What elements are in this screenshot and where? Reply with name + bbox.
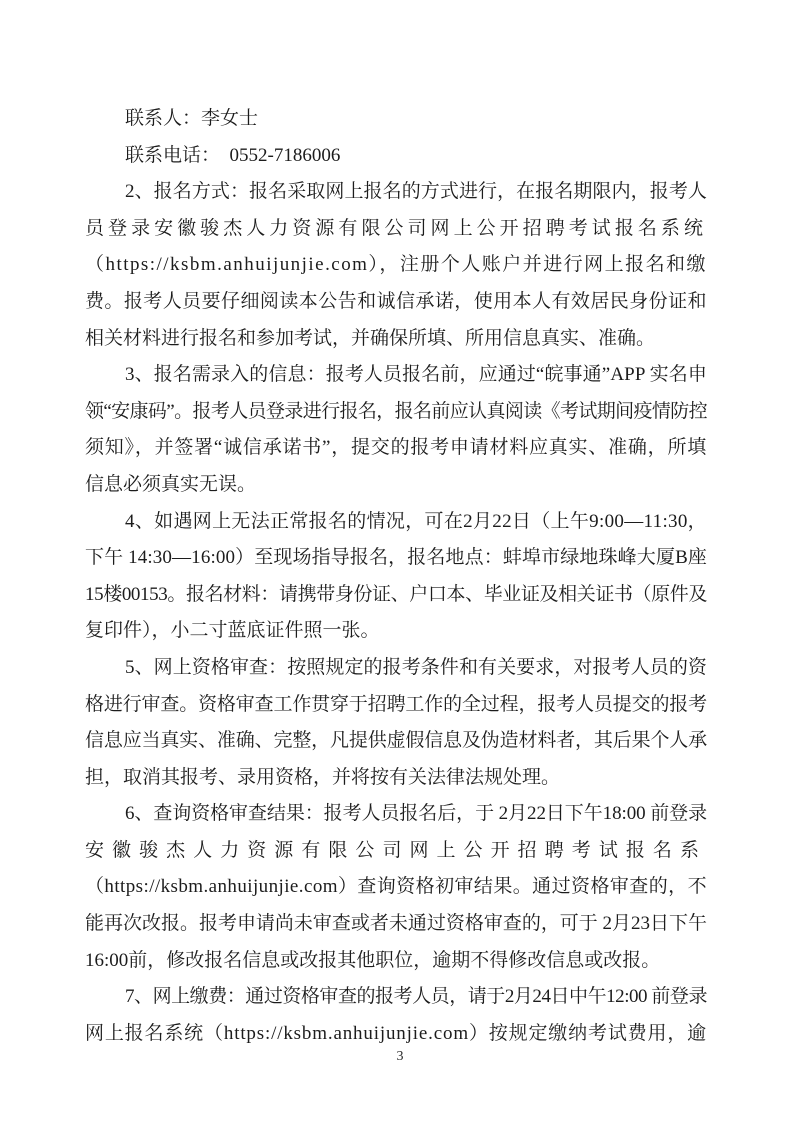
text-line-content: 格进行审查。资格审查工作贯穿于招聘工作的全过程，报考人员提交的报考 [85, 693, 707, 715]
text-line-content: 信息必须真实无误。 [85, 473, 257, 495]
text-line [85, 979, 707, 1016]
text-line-content: 安徽骏杰人力资源有限公司网上公开招聘考试报名系 [85, 839, 707, 861]
text-line [85, 906, 707, 943]
text-line [85, 138, 707, 175]
document-body [85, 101, 707, 1052]
text-line [85, 321, 707, 358]
text-line [85, 540, 707, 577]
text-line [85, 869, 707, 906]
text-line-content: 复印件），小二寸蓝底证件照一张。 [85, 620, 380, 642]
text-line-content: 6、查询资格审查结果：报考人员报名后，于 2月22日下午18:00 前登录 [125, 803, 707, 825]
text-line-content: 下午 14:30—16:00）至现场指导报名，报名地点：蚌埠市绿地珠峰大厦B座 [85, 547, 707, 569]
text-line [85, 101, 707, 138]
text-line-content: 信息应当真实、准确、完整，凡提供虚假信息及伪造材料者，其后果个人承 [85, 730, 707, 752]
text-line-content: 网上报名系统（https://ksbm.anhuijunjie.com）按规定缴纳考试费用，逾 [85, 1022, 707, 1044]
text-line [85, 504, 707, 541]
text-line [85, 394, 707, 431]
text-line [85, 577, 707, 614]
text-line-content: （https://ksbm.anhuijunjie.com），注册个人账户并进行网上报名和缴 [85, 254, 707, 276]
text-line [85, 430, 707, 467]
text-line-content: 员登录安徽骏杰人力资源有限公司网上公开招聘考试报名系统 [85, 217, 707, 239]
text-line [85, 760, 707, 797]
text-line [85, 650, 707, 687]
text-line [85, 796, 707, 833]
text-line-content: （https://ksbm.anhuijunjie.com）查询资格初审结果。通过资格审查的，不 [85, 876, 707, 898]
text-line-content: 能再次改报。报考申请尚未审查或者未通过资格审查的，可于 2月23日下午 [85, 913, 707, 935]
text-line [85, 284, 707, 321]
text-line [85, 833, 707, 870]
text-line-content: 5、网上资格审查：按照规定的报考条件和有关要求，对报考人员的资 [125, 656, 707, 678]
text-line [85, 174, 707, 211]
text-line-content: 7、网上缴费：通过资格审查的报考人员，请于2月24日中午12:00 前登录 [125, 986, 707, 1008]
text-line [85, 357, 707, 394]
text-line-content: 16:00前，修改报名信息或改报其他职位，逾期不得修改信息或改报。 [85, 949, 661, 971]
page-number: 3 [396, 1049, 404, 1064]
text-line [85, 467, 707, 504]
text-line [85, 723, 707, 760]
text-line [85, 211, 707, 248]
text-line-content: 2、报名方式：报名采取网上报名的方式进行，在报名期限内，报考人 [125, 181, 707, 203]
text-line-content: 15楼00153。报名材料：请携带身份证、户口本、毕业证及相关证书（原件及 [85, 583, 707, 605]
text-line [85, 247, 707, 284]
text-line-content: 费。报考人员要仔细阅读本公告和诚信承诺，使用本人有效居民身份证和 [85, 290, 707, 312]
text-line [85, 943, 707, 980]
text-line-content: 领“安康码”。报考人员登录进行报名，报名前应认真阅读《考试期间疫情防控 [85, 400, 707, 422]
text-line-content: 3、报名需录入的信息：报考人员报名前，应通过“皖事通”APP 实名申 [125, 364, 707, 386]
text-line-content: 联系人：李女士 [125, 108, 259, 129]
text-line-content: 联系电话： 0552-7186006 [125, 144, 341, 166]
text-line [85, 1016, 707, 1053]
text-line-content: 相关材料进行报名和参加考试，并确保所填、所用信息真实、准确。 [85, 327, 656, 349]
text-line-content: 4、如遇网上无法正常报名的情况，可在2月22日（上午9:00—11:30， [125, 510, 707, 532]
text-line-content: 担，取消其报考、录用资格，并将按有关法律法规处理。 [85, 766, 561, 788]
text-line [85, 687, 707, 724]
text-line-content: 须知》，并签署“诚信承诺书”，提交的报考申请材料应真实、准确，所填 [85, 437, 707, 459]
text-line [85, 613, 707, 650]
